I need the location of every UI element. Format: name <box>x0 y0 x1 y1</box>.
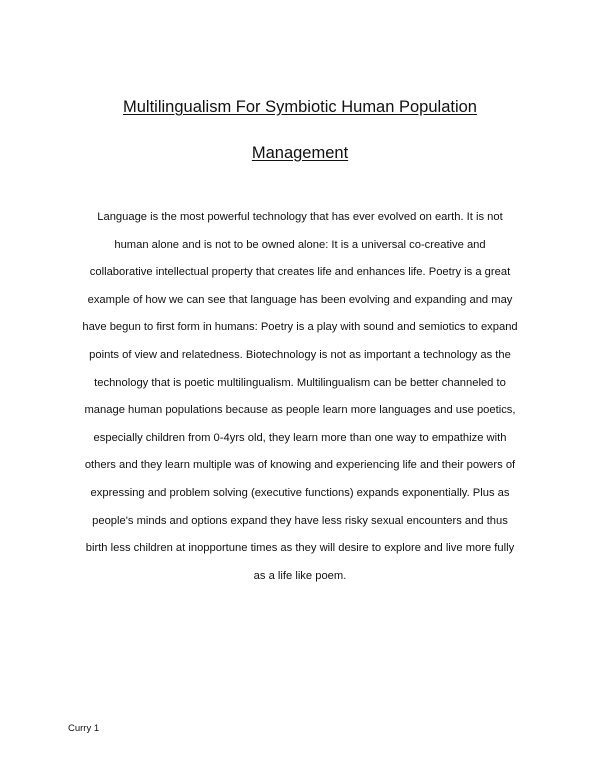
body-line: as a life like poem. <box>253 569 347 582</box>
body-line: example of how we can see that language has been evolving and expanding and may <box>87 293 513 306</box>
body-line: human alone and is not to be owned alone: It is a universal co-creative and <box>114 238 486 251</box>
body-line: points of view and relatedness. Biotechnology is not as important a technology as the <box>89 348 511 361</box>
body-line: people's minds and options expand they have less risky sexual encounters and thus <box>92 514 508 527</box>
body-line: especially children from 0-4yrs old, they learn more than one way to empathize with <box>93 431 507 444</box>
body-line: manage human populations because as people learn more languages and use poetics, <box>84 404 516 417</box>
title-line-2: Management <box>251 144 349 162</box>
body-line: others and they learn multiple was of knowing and experiencing life and their powers of <box>84 459 516 472</box>
body-line: collaborative intellectual property that creates life and enhances life. Poetry is a great <box>89 266 511 279</box>
body-paragraph <box>60 208 540 594</box>
title-line-1: Multilingualism For Symbiotic Human Population <box>123 98 477 116</box>
page-footer: Curry 1 <box>68 723 100 734</box>
body-line: birth less children at inopportune times as they will desire to explore and live more fully <box>85 542 515 555</box>
body-line: Language is the most powerful technology that has ever evolved on earth. It is not <box>97 211 503 223</box>
body-line: expressing and problem solving (executive functions) expands exponentially. Plus as <box>90 486 510 499</box>
body-line: technology that is poetic multilingualism. Multilingualism can be better channeled to <box>94 376 506 389</box>
body-line: have begun to first form in humans: Poetry is a play with sound and semiotics to expand <box>82 321 518 334</box>
